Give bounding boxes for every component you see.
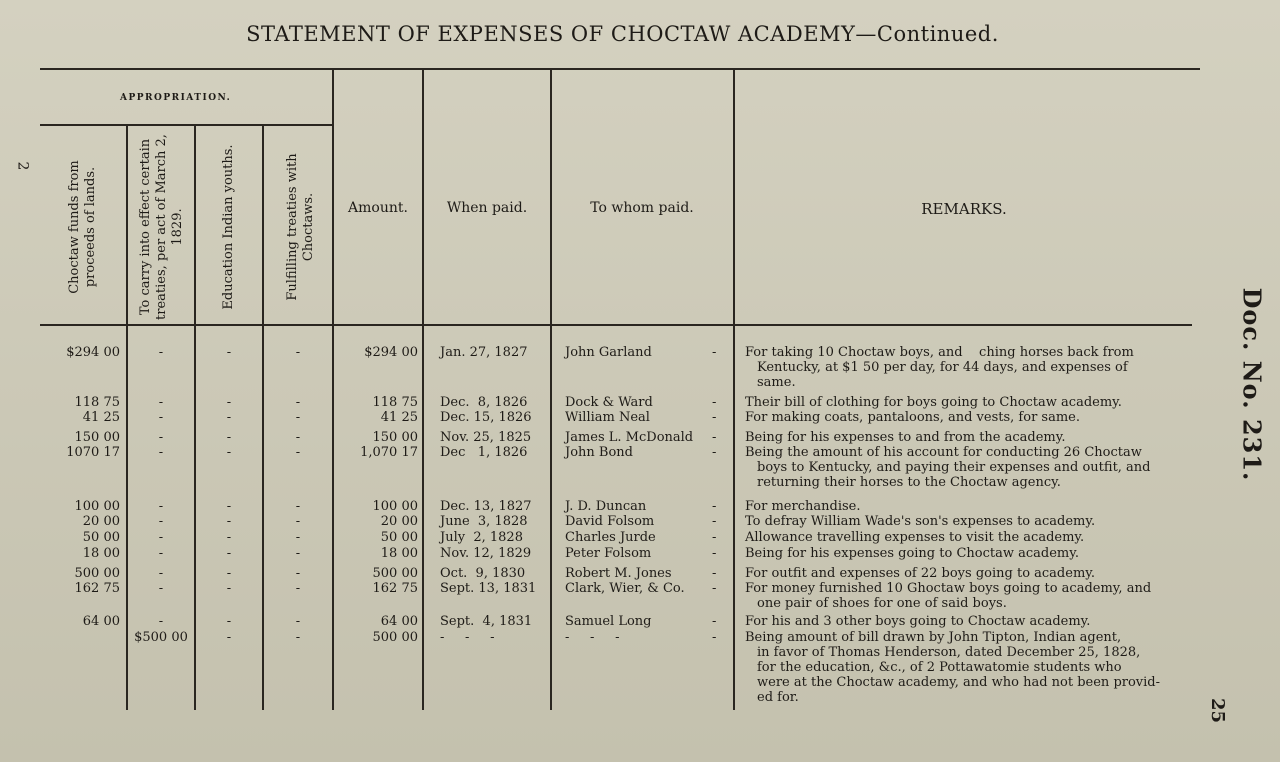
cell-education: - [226, 630, 232, 645]
remarks-line: For taking 10 Choctaw boys, and ching horses back from [745, 345, 1134, 360]
cell-fulfilling: - [295, 499, 301, 514]
header-bottom-rule [40, 324, 1192, 326]
remarks-line: To defray William Wade's son's expenses to academy. [745, 514, 1096, 529]
remarks-line: Allowance travelling expenses to visit the academy. [745, 530, 1085, 545]
cell-education: - [226, 581, 232, 596]
cell-to-whom: James L. McDonald [565, 430, 694, 445]
cell-treaties-act: - [158, 410, 164, 425]
remarks-line: ed for. [757, 690, 799, 705]
cell-choctaw-funds: 20 00 [82, 514, 120, 529]
cell-remarks [745, 530, 1195, 545]
remarks-line: Their bill of clothing for boys going to Choctaw academy. [745, 395, 1122, 410]
cell-remarks [745, 430, 1195, 445]
cell-choctaw-funds: 162 75 [74, 581, 120, 596]
cell-treaties-act: - [158, 395, 164, 410]
remarks-line: one pair of shoes for one of said boys. [757, 596, 1007, 611]
cell-fulfilling: - [295, 581, 301, 596]
cell-to-whom: Charles Jurde [565, 530, 656, 545]
remarks-line: Being amount of bill drawn by John Tipton, Indian agent, [745, 630, 1122, 645]
cell-when-paid: Dec 1, 1826 [440, 445, 528, 460]
cell-fulfilling: - [295, 430, 301, 445]
cell-dash: - [712, 581, 717, 596]
header-amount: Amount. [348, 200, 408, 216]
cell-when-paid: Nov. 12, 1829 [440, 546, 532, 561]
page-number: 25 [1207, 697, 1229, 724]
col-rule-7 [733, 70, 735, 710]
cell-education: - [226, 614, 232, 629]
cell-to-whom: Samuel Long [565, 614, 652, 629]
cell-choctaw-funds: 1070 17 [66, 445, 120, 460]
cell-fulfilling: - [295, 566, 301, 581]
cell-remarks [745, 445, 1195, 490]
cell-when-paid: Jan. 27, 1827 [440, 345, 528, 360]
cell-education: - [226, 499, 232, 514]
header-choctaw-funds: Choctaw funds from proceeds of lands. [67, 160, 98, 294]
cell-treaties-act: - [158, 614, 164, 629]
cell-choctaw-funds: 150 00 [74, 430, 120, 445]
cell-choctaw-funds: 50 00 [82, 530, 120, 545]
cell-remarks [745, 581, 1195, 611]
cell-when-paid: June 3, 1828 [440, 514, 528, 529]
col-rule-6 [550, 70, 552, 710]
header-education: Education Indian youths. [221, 144, 236, 310]
cell-treaties-act: - [158, 445, 164, 460]
cell-remarks [745, 614, 1195, 629]
cell-remarks [745, 410, 1195, 425]
cell-dash: - [712, 614, 717, 629]
header-remarks: REMARKS. [921, 200, 1007, 218]
cell-education: - [226, 566, 232, 581]
cell-fulfilling: - [295, 530, 301, 545]
remarks-line: For merchandise. [745, 499, 861, 514]
cell-when-paid: - - - [440, 630, 495, 645]
cell-amount: 118 75 [372, 395, 418, 410]
cell-fulfilling: - [295, 546, 301, 561]
cell-dash: - [712, 514, 717, 529]
cell-when-paid: Dec. 15, 1826 [440, 410, 532, 425]
cell-fulfilling: - [295, 614, 301, 629]
cell-dash: - [712, 395, 717, 410]
cell-dash: - [712, 546, 717, 561]
page-mark: 2 [14, 161, 31, 171]
remarks-line: in favor of Thomas Henderson, dated December 25, 1828, [757, 645, 1141, 660]
cell-choctaw-funds: 18 00 [82, 546, 120, 561]
cell-treaties-act: - [158, 566, 164, 581]
header-treaties-act: To carry into effect certain treaties, per act of March 2, 1829. [138, 134, 185, 320]
cell-to-whom: William Neal [565, 410, 650, 425]
cell-treaties-act: - [158, 581, 164, 596]
cell-fulfilling: - [295, 514, 301, 529]
cell-amount: 64 00 [380, 614, 418, 629]
cell-to-whom: Robert M. Jones [565, 566, 672, 581]
cell-fulfilling: - [295, 410, 301, 425]
cell-when-paid: Dec. 8, 1826 [440, 395, 528, 410]
cell-choctaw-funds: $294 00 [66, 345, 120, 360]
cell-to-whom: John Garland [565, 345, 652, 360]
cell-education: - [226, 430, 232, 445]
cell-amount: 20 00 [380, 514, 418, 529]
remarks-line: returning their horses to the Choctaw agency. [757, 475, 1061, 490]
page-title: STATEMENT OF EXPENSES OF CHOCTAW ACADEMY—Continued. [246, 22, 999, 46]
remarks-line: were at the Choctaw academy, and who had not been provid- [757, 675, 1161, 690]
cell-dash: - [712, 530, 717, 545]
cell-amount: 500 00 [372, 566, 418, 581]
cell-dash: - [712, 430, 717, 445]
remarks-line: for the education, &c., of 2 Pottawatomie students who [757, 660, 1122, 675]
top-rule [40, 68, 1200, 70]
cell-choctaw-funds: 500 00 [74, 566, 120, 581]
cell-education: - [226, 345, 232, 360]
cell-treaties-act: - [158, 345, 164, 360]
cell-dash: - [712, 499, 717, 514]
cell-to-whom: - - - [565, 630, 620, 645]
cell-when-paid: Sept. 4, 1831 [440, 614, 533, 629]
cell-amount: 41 25 [380, 410, 418, 425]
cell-remarks [745, 566, 1195, 581]
cell-amount: 1,070 17 [360, 445, 418, 460]
cell-choctaw-funds: 118 75 [74, 395, 120, 410]
header-fulfilling: Fulfilling treaties with Choctaws. [285, 153, 316, 301]
cell-education: - [226, 530, 232, 545]
cell-to-whom: Clark, Wier, & Co. [565, 581, 685, 596]
cell-fulfilling: - [295, 395, 301, 410]
cell-dash: - [712, 345, 717, 360]
remarks-line: Kentucky, at $1 50 per day, for 44 days, and expenses of [757, 360, 1128, 375]
cell-choctaw-funds: 100 00 [74, 499, 120, 514]
cell-remarks [745, 395, 1195, 410]
cell-to-whom: John Bond [565, 445, 633, 460]
header-to-whom: To whom paid. [590, 200, 694, 216]
remarks-line: same. [757, 375, 796, 390]
cell-dash: - [712, 566, 717, 581]
remarks-line: For money furnished 10 Ghoctaw boys going to academy, and [745, 581, 1152, 596]
cell-remarks [745, 546, 1195, 561]
remarks-line: For his and 3 other boys going to Choctaw academy. [745, 614, 1091, 629]
cell-treaties-act: $500 00 [134, 630, 188, 645]
cell-to-whom: J. D. Duncan [565, 499, 647, 514]
cell-when-paid: Nov. 25, 1825 [440, 430, 532, 445]
remarks-line: boys to Kentucky, and paying their expenses and outfit, and [757, 460, 1151, 475]
cell-fulfilling: - [295, 630, 301, 645]
remarks-line: Being for his expenses to and from the academy. [745, 430, 1066, 445]
remarks-line: For making coats, pantaloons, and vests, for same. [745, 410, 1080, 425]
cell-remarks [745, 345, 1195, 390]
cell-amount: 100 00 [372, 499, 418, 514]
remarks-line: For outfit and expenses of 22 boys going to academy. [745, 566, 1096, 581]
cell-treaties-act: - [158, 430, 164, 445]
cell-education: - [226, 445, 232, 460]
cell-fulfilling: - [295, 445, 301, 460]
cell-amount: 500 00 [372, 630, 418, 645]
cell-education: - [226, 514, 232, 529]
cell-education: - [226, 395, 232, 410]
remarks-line: Being for his expenses going to Choctaw academy. [745, 546, 1079, 561]
cell-remarks [745, 499, 1195, 514]
cell-treaties-act: - [158, 546, 164, 561]
cell-when-paid: July 2, 1828 [440, 530, 523, 545]
remarks-line: Being the amount of his account for conducting 26 Choctaw [745, 445, 1142, 460]
col-rule-5 [422, 70, 424, 710]
cell-amount: $294 00 [364, 345, 418, 360]
cell-education: - [226, 546, 232, 561]
cell-when-paid: Dec. 13, 1827 [440, 499, 532, 514]
cell-when-paid: Sept. 13, 1831 [440, 581, 537, 596]
cell-amount: 50 00 [380, 530, 418, 545]
header-when-paid: When paid. [446, 200, 528, 216]
cell-treaties-act: - [158, 530, 164, 545]
cell-treaties-act: - [158, 514, 164, 529]
cell-treaties-act: - [158, 499, 164, 514]
cell-education: - [226, 410, 232, 425]
cell-amount: 150 00 [372, 430, 418, 445]
cell-amount: 18 00 [380, 546, 418, 561]
cell-choctaw-funds: 64 00 [82, 614, 120, 629]
cell-to-whom: Peter Folsom [565, 546, 652, 561]
cell-dash: - [712, 630, 717, 645]
appropriation-label: APPROPRIATION. [120, 93, 232, 103]
doc-number: Doc. No. 231. [1237, 287, 1267, 482]
appropriation-rule [40, 124, 332, 126]
cell-dash: - [712, 410, 717, 425]
cell-remarks [745, 514, 1195, 529]
cell-to-whom: Dock & Ward [565, 395, 653, 410]
cell-to-whom: David Folsom [565, 514, 655, 529]
cell-fulfilling: - [295, 345, 301, 360]
cell-when-paid: Oct. 9, 1830 [440, 566, 526, 581]
cell-dash: - [712, 445, 717, 460]
cell-remarks [745, 630, 1195, 705]
cell-choctaw-funds: 41 25 [82, 410, 120, 425]
cell-amount: 162 75 [372, 581, 418, 596]
